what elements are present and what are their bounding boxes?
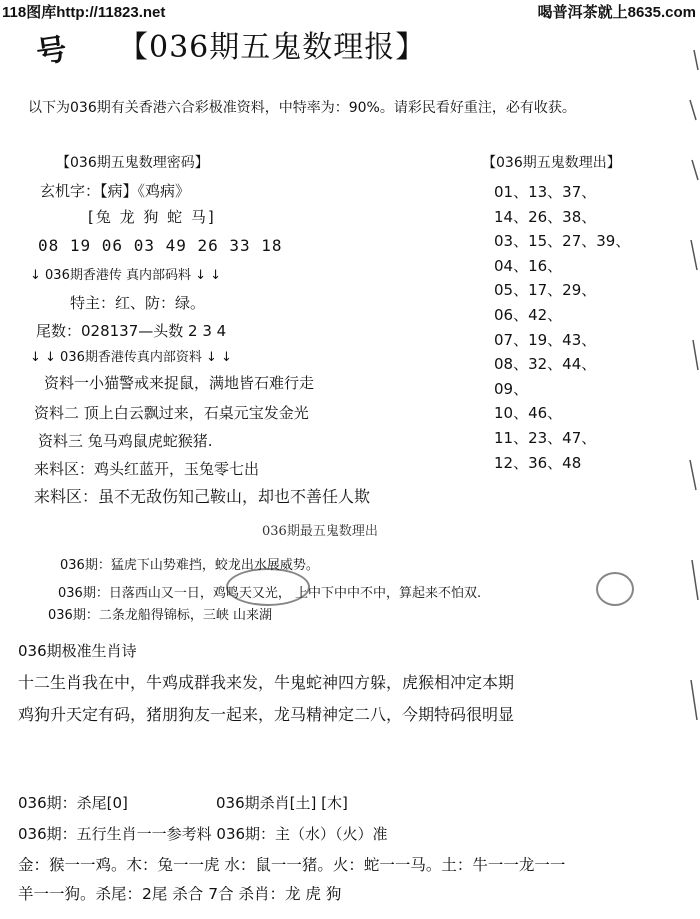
list-item: 14、26、38、 bbox=[494, 207, 597, 226]
numbers-row: 08 19 06 03 49 26 33 18 bbox=[38, 236, 283, 255]
handwritten-scribble bbox=[226, 568, 310, 606]
poem-line-2: 鸡狗升天定有码，猪朋狗友一起来，龙马精神定二八，今期特码很明显 bbox=[18, 705, 515, 724]
poem-heading: 036期极准生肖诗 bbox=[18, 642, 137, 660]
fax-line-1: ↓ 036期香港传 真内部码料 ↓ ↓ bbox=[30, 268, 222, 283]
list-item: 01、13、37、 bbox=[494, 183, 597, 201]
right-section-heading: 【036期五鬼数理出】 bbox=[482, 155, 621, 171]
ziliao-3: 资料三 兔马鸡鼠虎蛇猴猪. bbox=[38, 432, 213, 450]
left-section-heading: 【036期五鬼数理密码】 bbox=[56, 155, 209, 171]
list-item: 04、16、 bbox=[494, 256, 563, 275]
site-right-link[interactable]: 喝普洱茶就上8635.com bbox=[537, 4, 696, 21]
ziliao-2: 资料二 顶上白云飘过来，石桌元宝发金光 bbox=[34, 404, 309, 422]
list-item: 08、32、44、 bbox=[494, 355, 597, 374]
list-item: 06、42、 bbox=[494, 305, 563, 324]
animals-text: [兔 龙 狗 蛇 马] bbox=[88, 208, 216, 226]
laiqu-1: 来料区：鸡头红蓝开，玉兔零七出 bbox=[34, 460, 260, 478]
middle-line-3: 036期：二条龙船得锦标，三峡 山来湖 bbox=[48, 608, 272, 623]
page-title: 【036期五鬼数理报】 bbox=[118, 30, 427, 65]
right-edge-marks bbox=[686, 40, 700, 800]
list-item: 03、15、27、39、 bbox=[494, 232, 631, 251]
tezhu-text: 特主：红、防：绿。 bbox=[70, 294, 206, 312]
number-list bbox=[494, 180, 630, 475]
middle-line-1: 036期：猛虎下山势难挡，蛟龙出水展威势。 bbox=[60, 558, 319, 573]
list-item: 07、19、43、 bbox=[494, 330, 597, 349]
list-item: 10、46、 bbox=[494, 404, 563, 423]
laiqu-2: 来料区：虽不无敌伤知己鞍山，却也不善任人欺 bbox=[34, 487, 371, 506]
list-item: 05、17、29、 bbox=[494, 281, 597, 300]
middle-line-2: 036期：日落西山又一日，鸡鸣天又光， 上中下中中不中，算起来不怕双. bbox=[58, 586, 482, 601]
shawei-text: 036期：杀尾[0] bbox=[18, 794, 128, 812]
bottom-line-1: 金：猴一一鸡。木：兔一一虎 水：鼠一一猪。火：蛇一一马。土：牛一一龙一一 bbox=[18, 856, 566, 874]
poem-line-1: 十二生肖我在中，牛鸡成群我来发，牛鬼蛇神四方躲，虎猴相冲定本期 bbox=[18, 673, 515, 692]
site-left-link[interactable]: 118图库http://11823.net bbox=[2, 4, 166, 21]
middle-subtitle: 036期最五鬼数理出 bbox=[262, 524, 378, 539]
list-item: 12、36、48 bbox=[494, 453, 582, 472]
shaxiao-text: 036期杀肖[土] [木] bbox=[216, 794, 348, 812]
fax-line-2: ↓ ↓ 036期香港传真内部资料 ↓ ↓ bbox=[30, 350, 232, 365]
list-item: 09、 bbox=[494, 379, 529, 398]
ziliao-1: 资料一小猫警戒来捉鼠，满地皆石难行走 bbox=[44, 374, 315, 392]
handwritten-scribble bbox=[596, 572, 634, 606]
list-item: 11、23、47、 bbox=[494, 428, 597, 447]
logo-mark: 号 bbox=[34, 32, 69, 71]
bottom-line-2: 羊一一狗。杀尾：2尾 杀合 7合 杀肖：龙 虎 狗 bbox=[18, 885, 342, 903]
wuxing-text: 036期：五行生肖一一参考料 036期：主（水）（火）准 bbox=[18, 825, 388, 843]
xuanji-text: 玄机字：【病】《鸡病》 bbox=[40, 182, 191, 200]
intro-text: 以下为036期有关香港六合彩极准资料，中特率为：90%。请彩民看好重注，必有收获。 bbox=[28, 100, 576, 116]
weishu-text: 尾数：028137—头数 2 3 4 bbox=[36, 322, 227, 340]
